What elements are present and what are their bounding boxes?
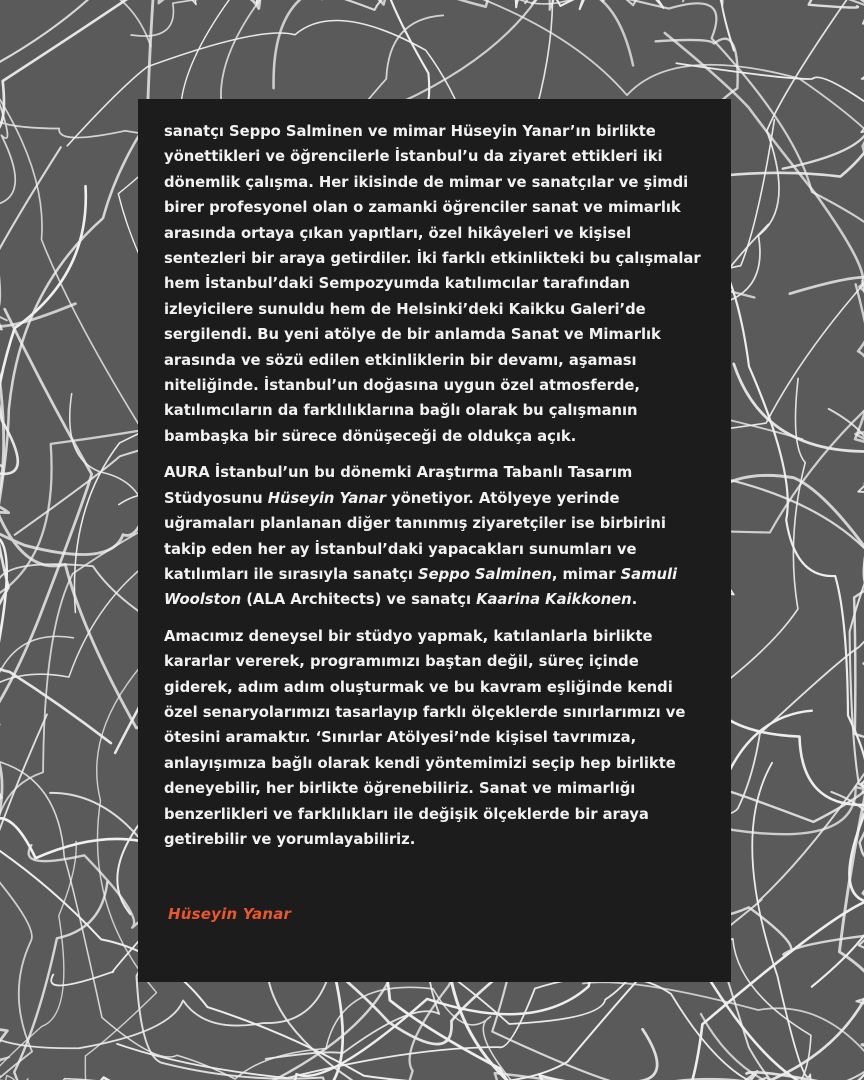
scribble-stroke — [783, 0, 864, 169]
text-run: (ALA Architects) ve sanatçı — [241, 591, 477, 609]
scribble-stroke — [0, 114, 152, 561]
text-run: Amacımız deneysel bir stüdyo yapmak, katılanlarla birlikte kararlar vererek, programımızı baştan değil, süreç içinde giderek, adım adım oluşturmak ve bu kavram eşliğinde kendi özel senaryolarımızı tasarlayıp farklı ölçeklerde sınırlarımızı ve ötesini aramaktır. ‘Sınırlar Atölyesi’nde kişisel tavrımıza, anlayışımıza bağlı olarak kendi yöntemimizi seçip hep birlikte deneyebilir, her birlikte öğrenebiliriz. Sanat ve mimarlığı benzerlikleri ve farklılıkları ile değişik ölçeklerde bir araya getirebilir ve yorumlayabiliriz. — [164, 627, 686, 848]
scribble-stroke — [0, 842, 76, 1080]
scribble-stroke — [632, 1029, 864, 1080]
text-run: yönetiyor. Atölyeye yerinde uğramaları planlanan diğer tanınmış ziyaretçiler ise birbirini takip eden her ay İstanbul’daki yapacakları sunumları ve katılımları ile sırasıyla sanatçı — [164, 489, 666, 583]
italic-name: Samuli Woolston — [164, 565, 678, 609]
scribble-stroke — [131, 0, 795, 36]
paragraph-3 — [164, 624, 705, 853]
text-run: sanatçı Seppo Salminen ve mimar Hüseyin Yanar’ın birlikte yönettikleri ve öğrencilerle İstanbul’u da ziyaret ettikleri iki dönemlik çalışma. Her ikisinde de mimar ve sanatçılar ve şimdi birer profesyonel olan o zamanki öğrenciler sanat ve mimarlık arasında ortaya çıkan yapıtları, özel hikâyeleri ve kişisel sentezleri bir araya getirdiler. İki farklı etkinlikteki bu çalışmalar hem İstanbul’daki Sempozyumda katılımcılar tarafından izleyicilere sunuldu hem de Helsinki’deki Kaikku Galeri’de sergilendi. Bu yeni atölye de bir anlamda Sanat ve Mimarlık arasında ve sözü edilen etkinliklerin bir devamı, aşaması niteliğinde. İstanbul’un doğasına uygun özel atmosferde, katılımcıların da farklılıklarına bağlı olarak bu çalışmanın bambaşka bir sürece dönüşeceği de oldukça açık. — [164, 123, 701, 445]
paragraph-1 — [164, 119, 705, 449]
text-run: , mimar — [551, 565, 621, 583]
author-signature: Hüseyin Yanar — [168, 905, 292, 923]
scribble-stroke — [711, 245, 864, 987]
text-run: . — [631, 591, 638, 609]
scribble-stroke — [0, 0, 144, 743]
paragraph-2 — [164, 460, 705, 612]
italic-name: Seppo Salminen — [418, 565, 552, 583]
text-run: AURA İstanbul’un bu dönemki Araştırma Tabanlı Tasarım Stüdyosunu — [164, 464, 633, 507]
italic-name: Hüseyin Yanar — [267, 489, 386, 507]
scribble-stroke — [714, 409, 864, 1080]
scribble-stroke — [179, 0, 734, 51]
text-panel — [138, 99, 731, 982]
article-body — [164, 119, 705, 852]
scribble-stroke — [734, 364, 864, 1080]
italic-name: Kaarina Kaikkonen — [476, 591, 632, 609]
